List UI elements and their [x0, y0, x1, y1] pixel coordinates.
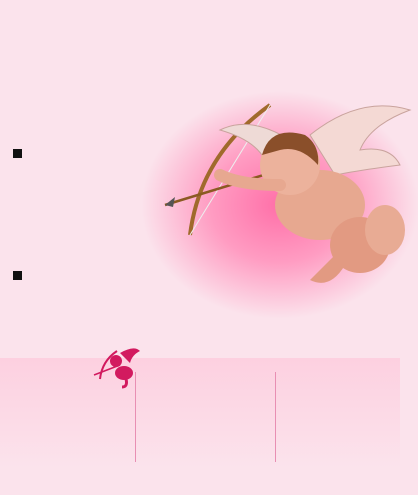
timeline-divider: [135, 372, 136, 462]
section-text-christian-martyr: [13, 268, 208, 285]
timeline-divider: [275, 372, 276, 462]
heart-border-top: [0, 0, 418, 32]
section-text-lupercalia: [13, 146, 203, 163]
bullet-icon: [13, 271, 22, 280]
bullet-icon: [13, 149, 22, 158]
timeline-panel: [0, 358, 400, 468]
cupid-illustration: [160, 95, 418, 295]
